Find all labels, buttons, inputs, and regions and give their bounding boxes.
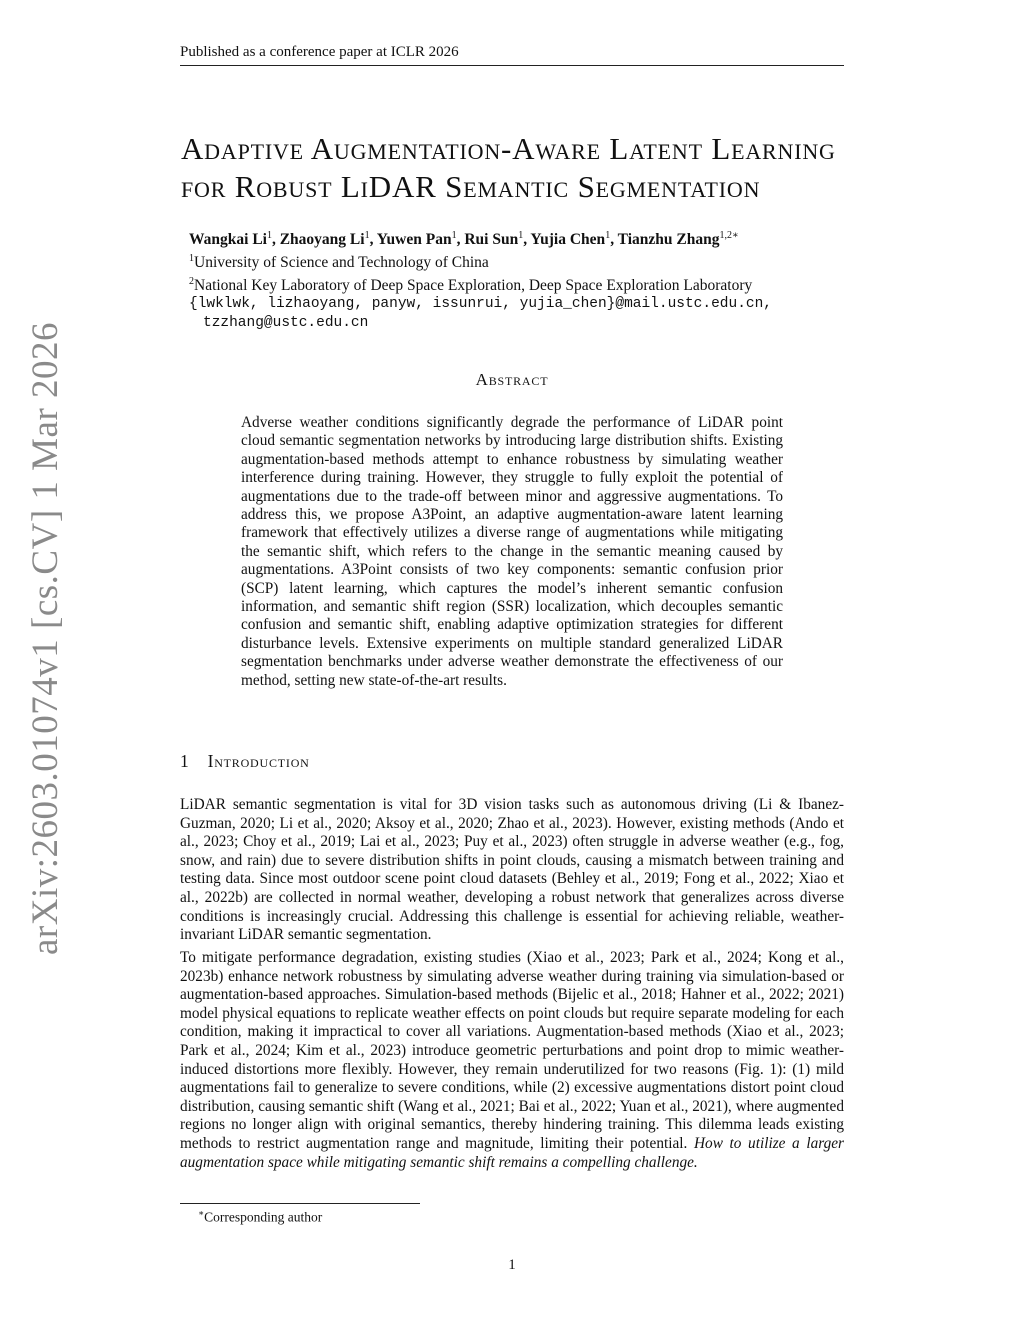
- author-name: Yuwen Pan: [376, 231, 452, 249]
- email-line-1: {lwklwk, lizhaoyang, panyw, issunrui, yujia_chen}@mail.ustc.edu.cn,: [189, 296, 772, 313]
- section-title: Introduction: [207, 751, 310, 771]
- author-block: [189, 226, 869, 333]
- arxiv-stamp: arXiv:2603.01074v1 [cs.CV] 1 Mar 2026: [25, 321, 66, 955]
- intro-paragraph-2: To mitigate performance degradation, existing studies (Xiao et al., 2023; Park et al., 2024; Kong et al., 2023b) enhance network robustness by simulating adverse weather during training via simulation-based or augmentation-based approaches. Simulation-based methods (Bijelic et al., 2018; Hahner et al., 2022; 2021) model physical equations to replicate weather effects on point clouds but require separate modeling for each condition, making it impractical to cover all variations. Augmentation-based methods (Xiao et al., 2023; Park et al., 2024; Kim et al., 2023) introduce geometric perturbations and point drop to mimic weather-induced distortions more flexibly. However, they remain underutilized for two reasons (Fig. 1): (1) mild augmentations fail to generalize to severe conditions, while (2) excessive augmentations distort point cloud distribution, causing semantic shift (Wang et al., 2021; Bai et al., 2022; Yuan et al., 2021), where augmented regions no longer align with original semantics, thereby hindering training. This dilemma leads existing methods to restrict augmentation range and magnitude, limiting their potential. How to utilize a larger augmentation space while mitigating semantic shift remains a compelling challenge.: [180, 949, 845, 1171]
- author-name: Tianzhu Zhang: [617, 231, 720, 249]
- email-line-2: tzzhang@ustc.edu.cn: [203, 315, 369, 332]
- abstract-heading: Abstract: [475, 370, 549, 389]
- author-name: Zhaoyang Li: [279, 231, 365, 249]
- author-name: Yujia Chen: [530, 231, 606, 249]
- footnote: ∗Corresponding author: [198, 1208, 323, 1225]
- page-number: 1: [508, 1257, 516, 1273]
- author-list: Wangkai Li$^1$, Zhaoyang Li$^1$, Yuwen Pan$^1$, Rui Sun$^1$, Yujia Chen$^1$, Tianzhu Zhang$^{1,2∗}$: [189, 230, 739, 249]
- footnote-rule: [180, 1203, 420, 1204]
- abstract-text: Adverse weather conditions significantly degrade the performance of LiDAR point cloud semantic segmentation networks by introducing large distribution shifts. Existing augmentation-based methods attempt to enhance robustness by simulating weather interference during training. However, they struggle to fully exploit the potential of augmentations due to the trade-off between minor and aggressive augmentations. To address this, we propose A3Point, an adaptive augmentation-aware latent learning framework that effectively utilizes a diverse range of augmentations while mitigating the semantic shift, which refers to the change in the semantic meaning caused by augmentations. A3Point consists of two key components: semantic confusion prior (SCP) latent learning, which captures the model’s inherent semantic confusion information, and semantic shift region (SSR) localization, which decouples semantic confusion and semantic shift, enabling adaptive optimization strategies for different disturbance levels. Extensive experiments on multiple standard generalized LiDAR segmentation benchmarks under adverse weather demonstrate the effectiveness of our method, setting new state-of-the-art results.: [241, 414, 783, 689]
- running-header: Published as a conference paper at ICLR 2026: [180, 44, 844, 66]
- affiliation-2: $^2$National Key Laboratory of Deep Space Exploration, Deep Space Exploration Laboratory: [189, 276, 753, 295]
- author-name: Rui Sun: [464, 231, 519, 249]
- author-name: Wangkai Li: [189, 231, 267, 249]
- emphasized-question: How to utilize a larger augmentation space while mitigating semantic shift remains a compelling challenge.: [180, 1134, 845, 1171]
- section-number: 1: [180, 751, 190, 771]
- paper-title: Adaptive Augmentation-Aware Latent Learning for Robust LiDAR Semantic Segmentation: [181, 131, 836, 204]
- intro-paragraph-1: LiDAR semantic segmentation is vital for 3D vision tasks such as autonomous driving (Li & Ibanez-Guzman, 2020; Li et al., 2020; Aksoy et al., 2020; Zhao et al., 2023). However, existing methods (Ando et al., 2023; Choy et al., 2019; Lai et al., 2023; Puy et al., 2023) often struggle in adverse weather (e.g., fog, snow, and rain) due to severe distribution shifts in point clouds, causing a mismatch between training and testing data. Since most outdoor scene point cloud datasets (Behley et al., 2019; Fong et al., 2022; Xiao et al., 2022b) are collected in normal weather, developing a robust network that generalizes across diverse conditions is increasingly crucial. Addressing this challenge is essential for achieving reliable, weather-invariant LiDAR semantic segmentation.: [180, 796, 844, 944]
- section-heading-introduction: [180, 751, 310, 772]
- affiliation-1: $^1$University of Science and Technology of China: [189, 253, 489, 272]
